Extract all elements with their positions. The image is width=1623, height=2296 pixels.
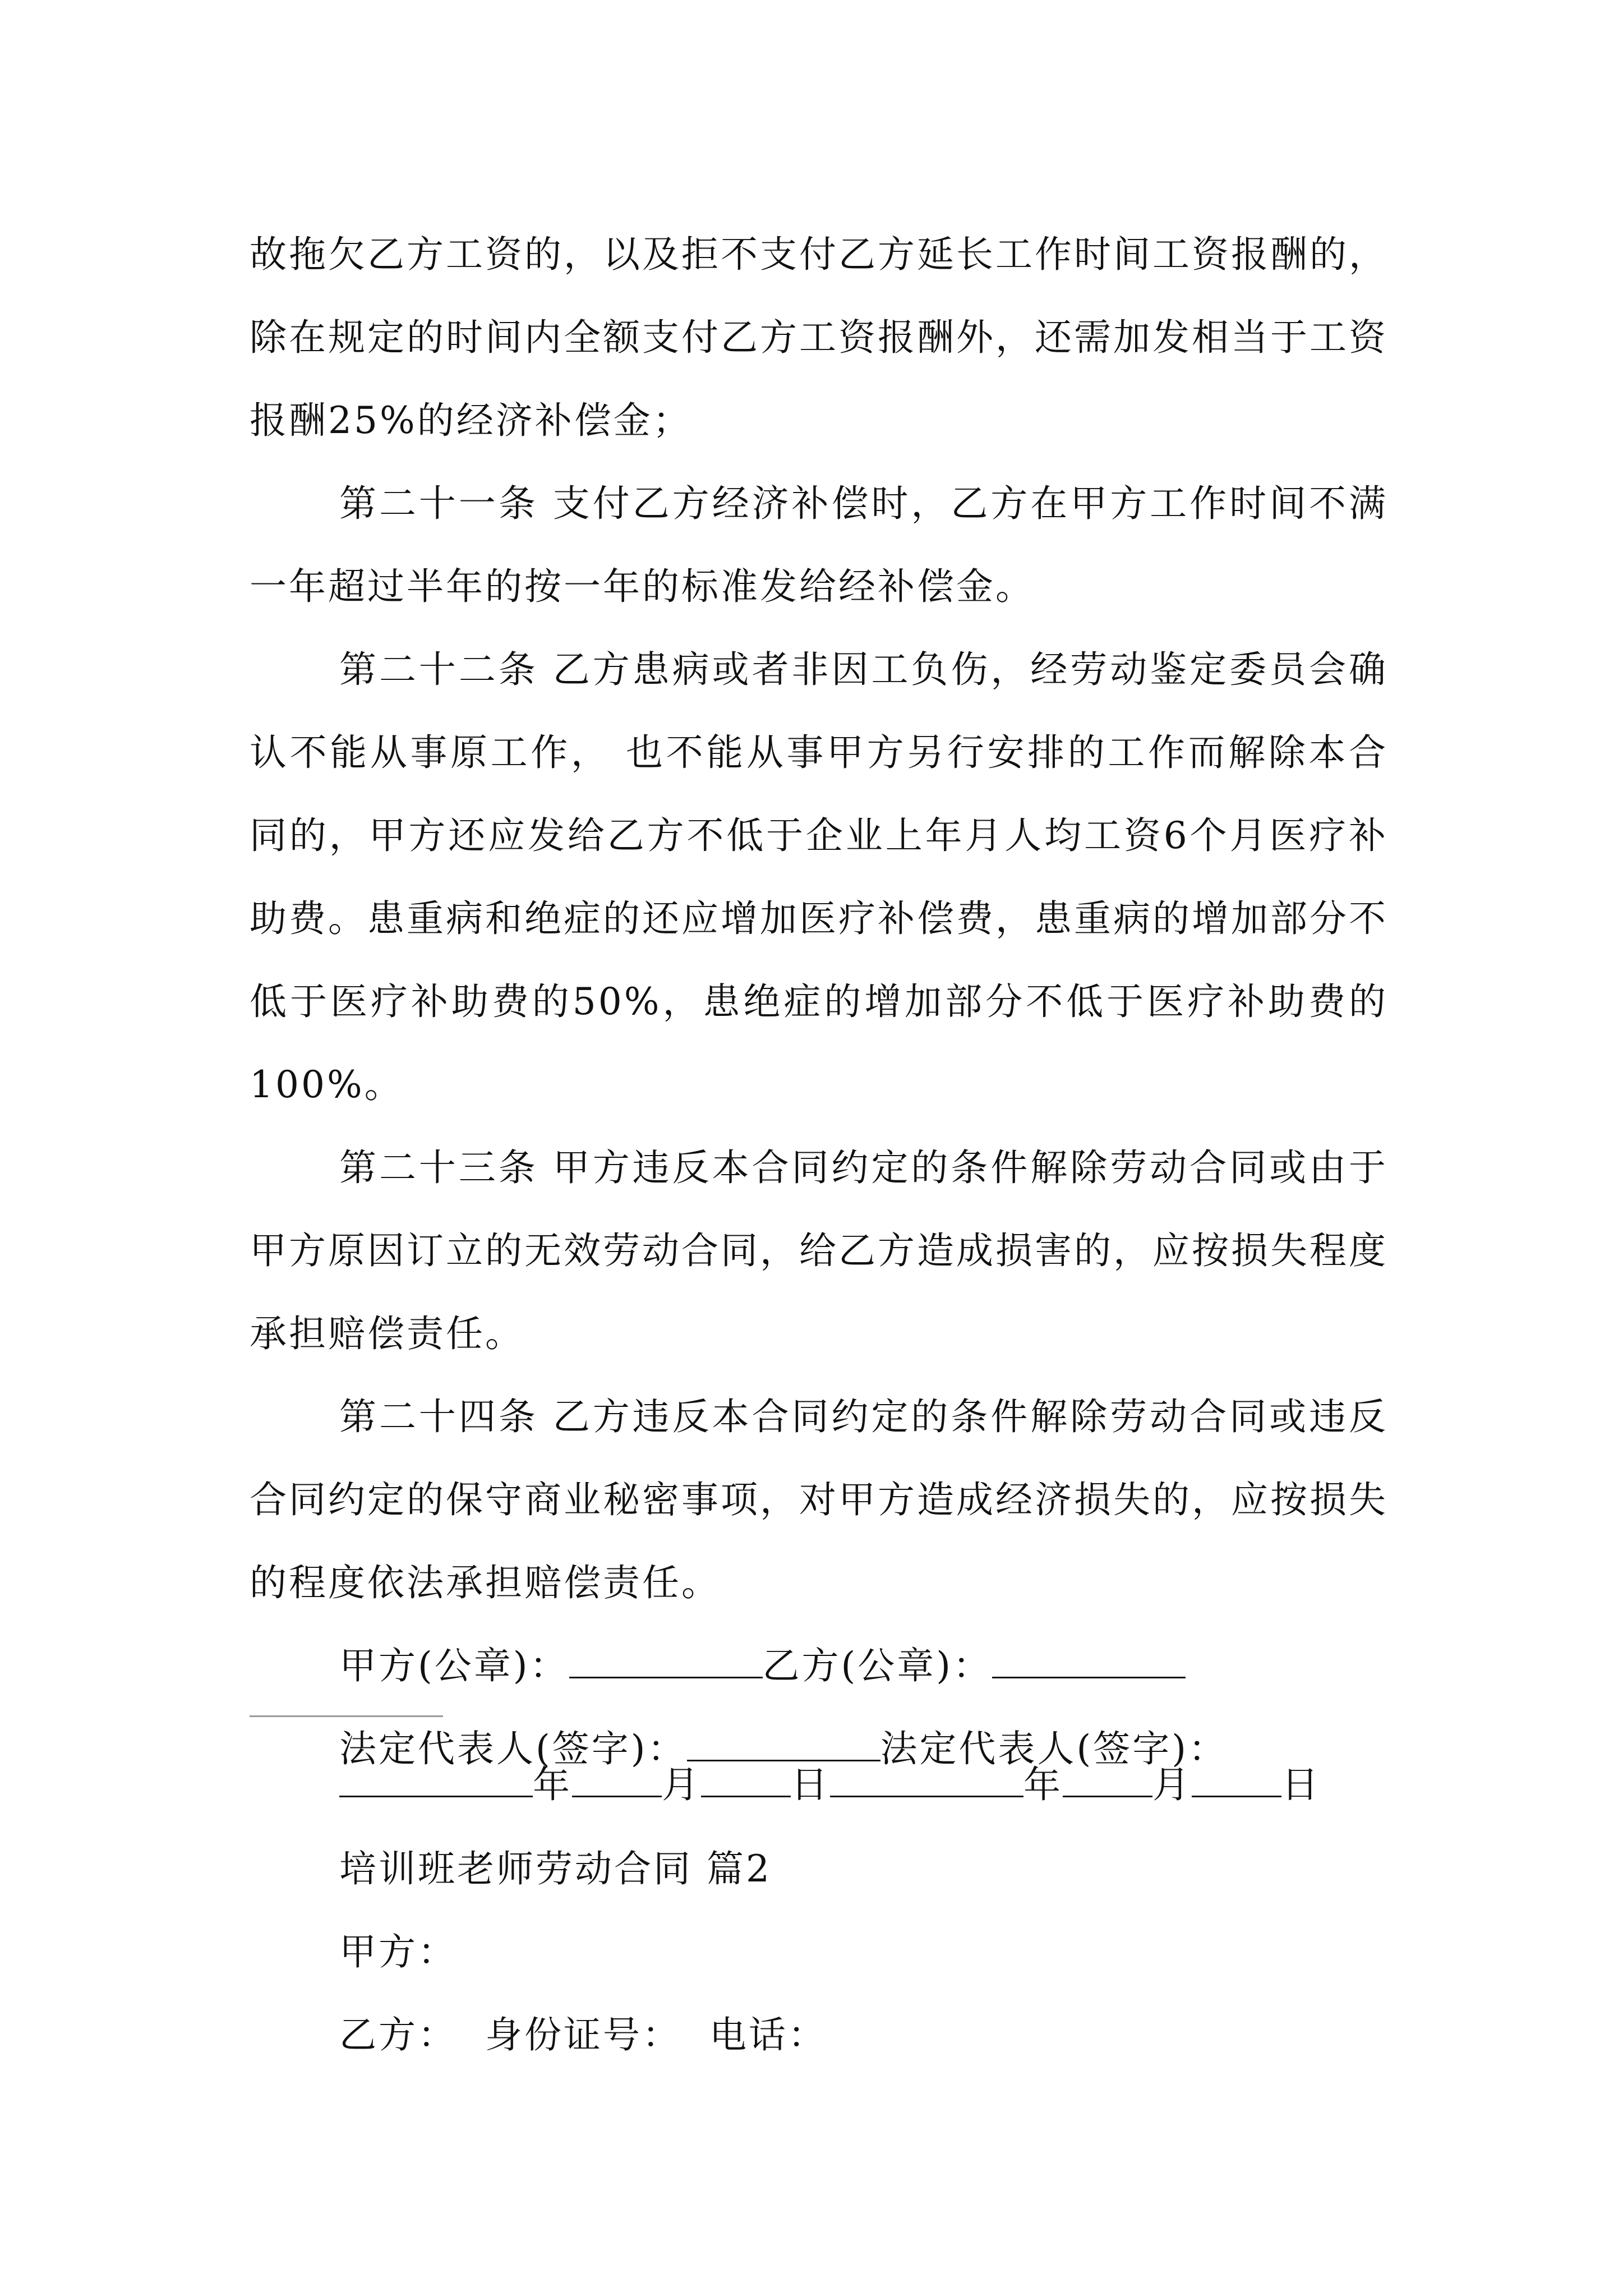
- party-a-seal-blank: [569, 1643, 763, 1678]
- year-b-label: 年: [1023, 1763, 1063, 1806]
- party-b-seal-blank: [992, 1643, 1186, 1678]
- party-a-label: 甲方：: [339, 1930, 457, 1973]
- legal-rep-b-blank: [250, 1715, 443, 1717]
- next-contract-header: [339, 1828, 827, 2077]
- day-a-label: 日: [791, 1763, 830, 1806]
- day-a-blank: [701, 1762, 791, 1797]
- month-b-label: 月: [1152, 1763, 1192, 1806]
- day-b-blank: [1192, 1762, 1281, 1797]
- party-b-seal-label: 乙方(公章)：: [762, 1644, 992, 1687]
- section-title: 培训班老师劳动合同 篇2: [339, 1847, 772, 1890]
- article-22: 第二十二条 乙方患病或者非因工负伤，经劳动鉴定委员会确认不能从事原工作， 也不能从事甲方另行安排的工作而解除本合同的，甲方还应发给乙方不低于企业上年月人均工资6个月医疗补助费。患重病和绝症的还应增加医疗补偿费，患重病的增加部分不低于医疗补助费的50%，患绝症的增加部分不低于医疗补助费的100%。: [250, 648, 1388, 1106]
- day-b-label: 日: [1281, 1763, 1321, 1806]
- party-b-info-line: [339, 1994, 827, 2077]
- article-23: 第二十三条 甲方违反本合同约定的条件解除劳动合同或由于甲方原因订立的无效劳动合同，给乙方造成损害的，应按损失程度承担赔偿责任。: [250, 1146, 1388, 1355]
- paragraph-continuation: 故拖欠乙方工资的，以及拒不支付乙方延长工作时间工资报酬的，除在规定的时间内全额支付乙方工资报酬外，还需加发相当于工资报酬25%的经济补偿金；: [250, 233, 1388, 442]
- legal-rep-b-label: 法定代表人(签字)：: [880, 1727, 1228, 1770]
- id-number-label: 身份证号：: [485, 2013, 681, 2056]
- seal-line: [250, 1625, 1388, 1708]
- year-b-blank: [830, 1762, 1023, 1797]
- year-a-label: 年: [533, 1763, 572, 1806]
- phone-label: 电话：: [709, 2013, 827, 2056]
- month-a-blank: [572, 1762, 662, 1797]
- date-line: [339, 1743, 1321, 1826]
- party-b-label: 乙方：: [339, 2013, 457, 2056]
- contract-body: [250, 213, 1388, 1791]
- month-a-label: 月: [662, 1763, 701, 1806]
- party-a-seal-label: 甲方(公章)：: [339, 1644, 569, 1687]
- year-a-blank: [339, 1762, 533, 1797]
- legal-rep-a-label: 法定代表人(签字)：: [339, 1727, 687, 1770]
- article-21: 第二十一条 支付乙方经济补偿时，乙方在甲方工作时间不满一年超过半年的按一年的标准发给经补偿金。: [250, 482, 1388, 608]
- article-24: 第二十四条 乙方违反本合同约定的条件解除劳动合同或违反合同约定的保守商业秘密事项，对甲方造成经济损失的，应按损失的程度依法承担赔偿责任。: [250, 1395, 1388, 1604]
- month-b-blank: [1063, 1762, 1152, 1797]
